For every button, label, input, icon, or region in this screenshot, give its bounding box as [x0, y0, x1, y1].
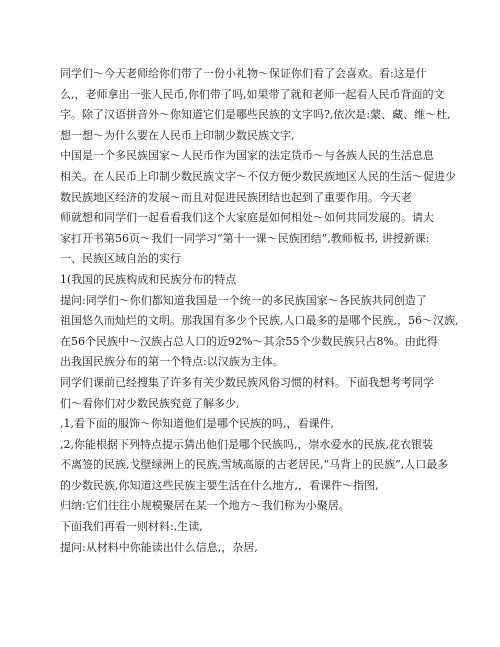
section-heading: 一、民族区域自治的实行	[60, 252, 181, 266]
text-line: 归纳:它们往往小规模聚居在某一个地方～我们称为小聚居。	[60, 499, 350, 513]
text-line: 相关。在人民币上印制少数民族文字～不仅方便少数民族地区人民的生活～促进少	[60, 169, 456, 183]
text-line: 师就想和同学们一起看看我们这个大家庭是如何相处～如何共同发展的。请大	[60, 211, 434, 225]
subsection-heading: 1(我国的民族构成和民族分布的特点	[60, 272, 237, 286]
text-line: 的少数民族,你知道这些民族主要生活在什么地方,，看课件～指图,	[60, 478, 379, 492]
text-line: 字。除了汉语拼音外～你知道它们是哪些民族的文字吗?,依次是:蒙、藏、维～杜,	[60, 108, 451, 122]
text-line: 们～看你们对少数民族究竟了解多少,	[60, 396, 240, 410]
text-line: 同学们课前已经搜集了许多有关少数民族风俗习惯的材料。下面我想考考同学	[60, 375, 434, 389]
document-page	[60, 64, 460, 558]
text-line: 下面我们再看一则材料:,生读,	[60, 520, 203, 534]
text-line: 中国是一个多民族国家～人民币作为国家的法定货币～与各族人民的生活息息	[60, 149, 434, 163]
text-line: 家打开书第56页～我们一同学习“第十一课～民族团结”,教师板书, 讲授新课:	[60, 231, 430, 245]
text-line: 提问:从材料中你能读出什么信息,，杂居,	[60, 540, 258, 554]
text-line: 出我国民族分布的第一个特点:以汉族为主体。	[60, 355, 284, 369]
text-line: ,1,看下面的服饰～你知道他们是哪个民族的吗,，看课件,	[60, 417, 334, 431]
text-line: 在56个民族中～汉族占总人口的近92%～其余55个少数民族只占8%。由此得	[60, 334, 438, 348]
text-line: 么,，老师拿出一张人民币,你们带了吗,如果带了就和老师一起看人民币背面的文	[60, 87, 445, 101]
text-line: 数民族地区经济的发展～而且对促进民族团结也起到了重要作用。今天老	[60, 190, 412, 204]
text-line: 提问:同学们～你们都知道我国是一个统一的多民族国家～各民族共同创造了	[60, 293, 427, 307]
text-line: 祖国悠久而灿烂的文明。那我国有多少个民族,人口最多的是哪个民族,，56～汉族,	[60, 314, 459, 328]
text-line: 同学们～今天老师给你们带了一份小礼物～保证你们看了会喜欢。看:这是什	[60, 67, 427, 80]
text-line: 想一想～为什么要在人民币上印制少数民族文字,	[60, 128, 295, 142]
text-line: 不离签的民族,戈壁绿洲上的民族,雪域高原的古老居民,“马背上的民族”,人口最多	[60, 458, 449, 472]
text-line: ,2,你能根据下列特点提示猜出他们是哪个民族吗,，崇水爱水的民族,花衣银装	[60, 437, 433, 451]
